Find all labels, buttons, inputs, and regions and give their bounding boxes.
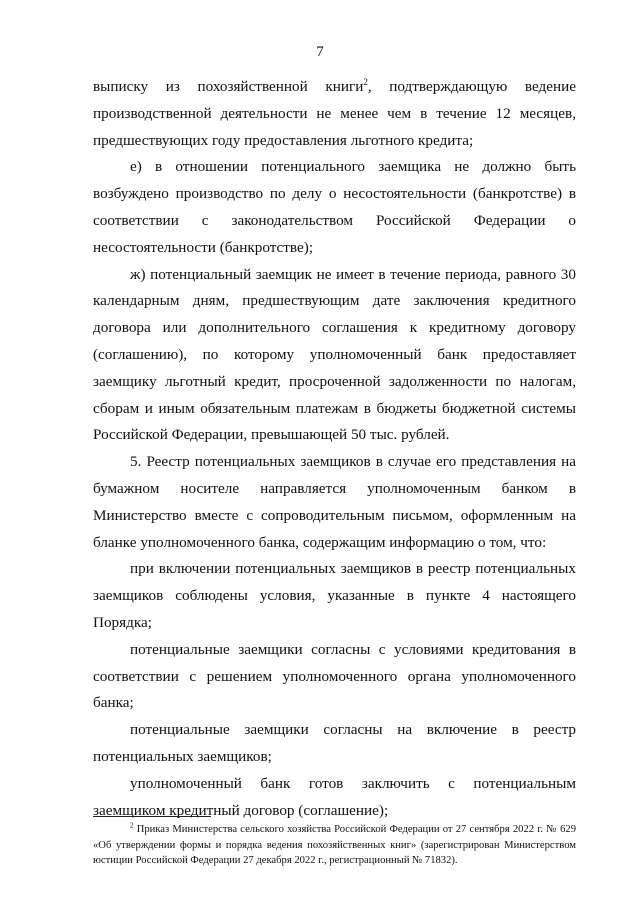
footnote-mark: 2 [130, 821, 134, 830]
footnote-reference[interactable]: 2 [363, 76, 368, 87]
page-number: 7 [316, 44, 324, 60]
footnote [93, 822, 576, 869]
paragraph-continuation [93, 74, 576, 154]
footnote-text: Приказ Министерства сельского хозяйства Российской Федерации от 27 сентября 2022 г. № 629 «Об утверждении формы и порядка ведения похозяйственных книг» (зарегистрирован Министерством юстиции Российской Федерации 27 декабря 2022 г., регистрационный № 71832). [93, 824, 576, 867]
paragraph-text-after-ref: , подтверждающую ведение производственной деятельности не менее чем в течение 12 месяцев, предшествующих году предоставления льготного кредита; [93, 78, 576, 149]
paragraph-condition-4: уполномоченный банк готов заключить с потенциальным заемщиком кредитный договор (соглашение); [93, 774, 576, 819]
document-body [93, 74, 576, 824]
paragraph-section-5: 5. Реестр потенциальных заемщиков в случае его представления на бумажном носителе направляется уполномоченным банком в Министерство вместе с сопроводительным письмом, оформленным на бланке уполномоченного банка, содержащим информацию о том, что: [93, 453, 576, 551]
paragraph-condition-3: потенциальные заемщики согласны на включение в реестр потенциальных заемщиков; [93, 721, 576, 765]
paragraph-item-e: е) в отношении потенциального заемщика не должно быть возбуждено производство по делу о несостоятельности (банкротстве) в соответствии с законодательством Российской Федерации о несостоятельности (банкротстве); [93, 158, 576, 256]
footnote-divider [93, 816, 211, 817]
paragraph-condition-2: потенциальные заемщики согласны с условиями кредитования в соответствии с решением уполномоченного органа уполномоченного банка; [93, 640, 576, 712]
paragraph-text: выписку из похозяйственной книги [93, 78, 364, 95]
paragraph-item-zh: ж) потенциальный заемщик не имеет в течение периода, равного 30 календарным дням, предшествующим дате заключения кредитного договора или дополнительного соглашения к кредитному договору (соглашению), по которому уполномоченный банк предоставляет заемщику льготный кредит, просроченной задолженности по налогам, сборам и иным обязательным платежам в бюджеты бюджетной системы Российской Федерации, превышающей 50 тыс. рублей. [93, 265, 576, 444]
paragraph-condition-1: при включении потенциальных заемщиков в реестр потенциальных заемщиков соблюдены условия, указанные в пункте 4 настоящего Порядка; [93, 560, 576, 631]
